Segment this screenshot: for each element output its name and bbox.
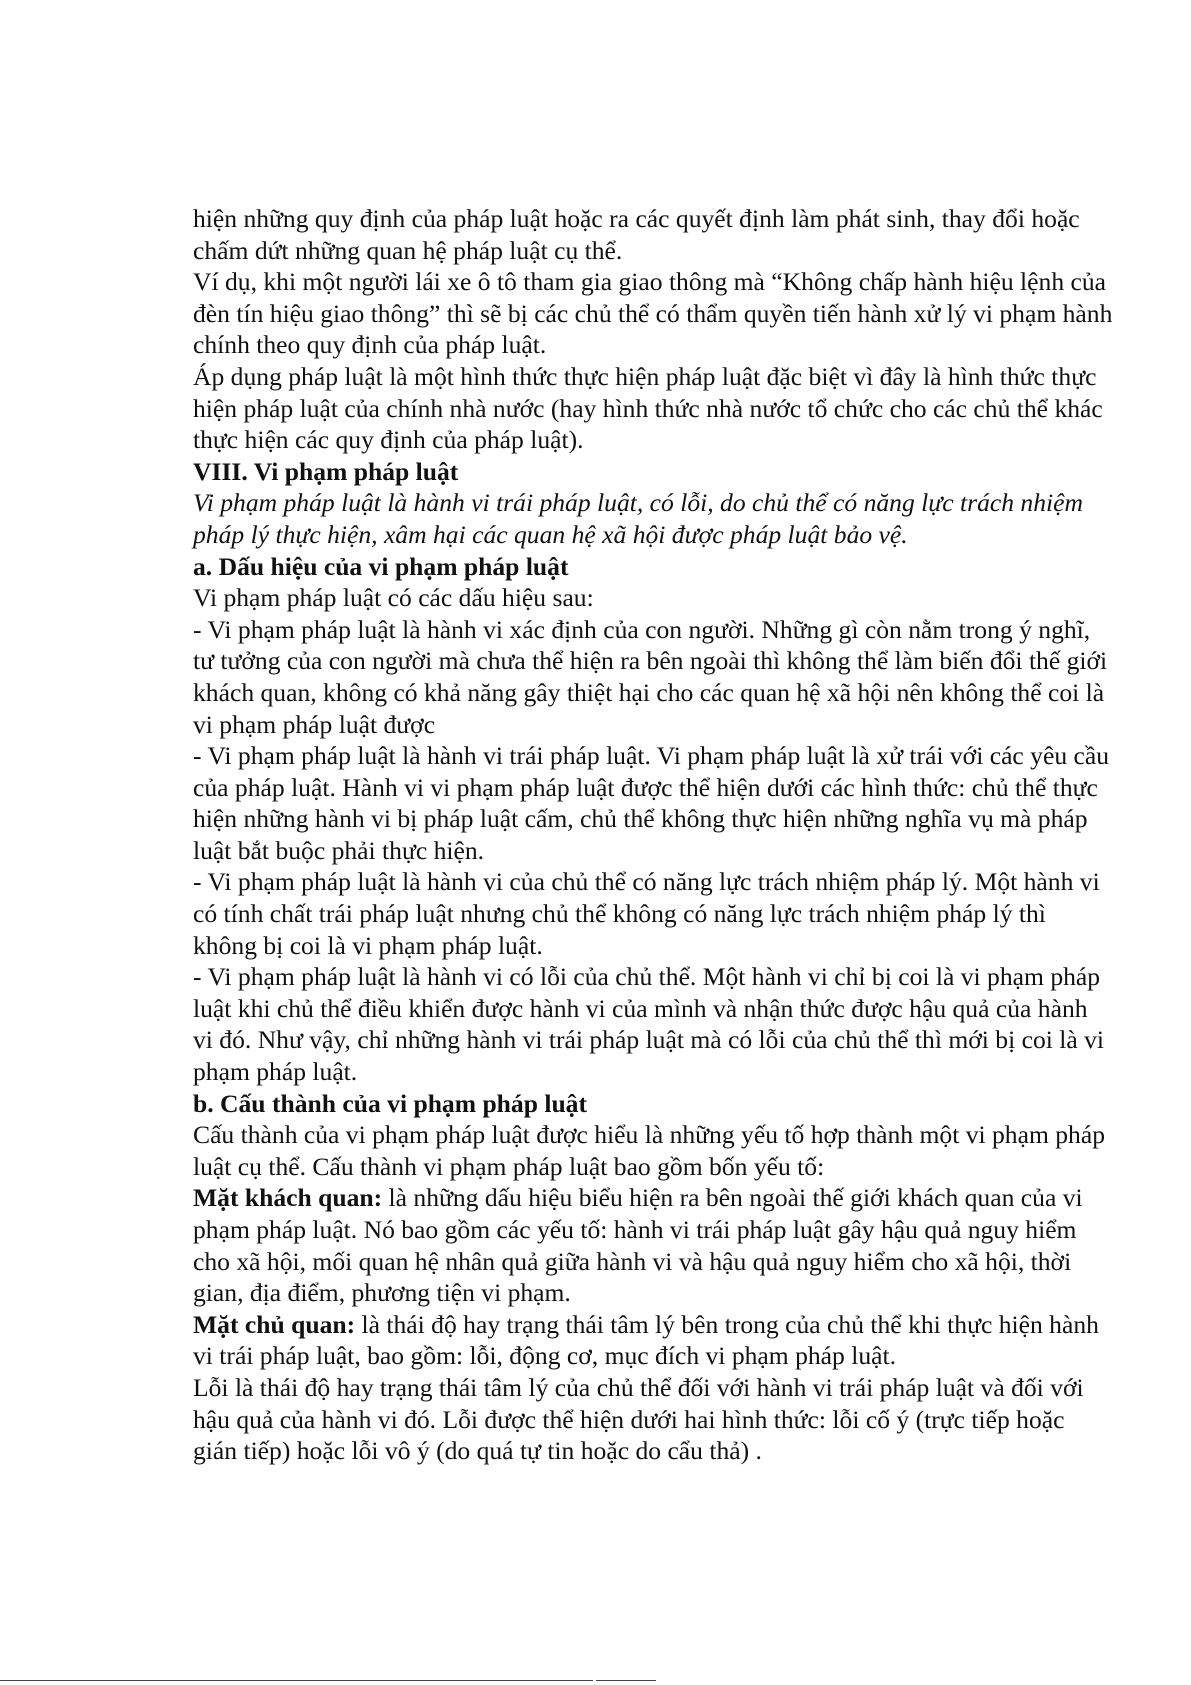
sign-item-2: - Vi phạm pháp luật là hành vi trái pháp luật. Vi phạm pháp luật là xử trái với các yêu cầu của pháp luật. Hành vi vi phạm pháp luật được thể hiện dưới các hình thức: chủ thể thực hiện những hành vi bị pháp luật cấm, chủ thể không thực hiện những nghĩa vụ mà pháp luật bắt buộc phải thực hiện. [193,741,1110,865]
application-note-paragraph: Áp dụng pháp luật là một hình thức thực hiện pháp luật đặc biệt vì đây là hình thức thực hiện pháp luật của chính nhà nước (hay hình thức nhà nước tổ chức cho các chủ thể khác thực hiện các quy định của pháp luật). [193,361,1103,455]
objective-aspect-label: Mặt khách quan: [193,1183,383,1213]
section-viii-heading: VIII. Vi phạm pháp luật [193,456,459,486]
section-a-heading: a. Dấu hiệu của vi phạm pháp luật [193,551,569,581]
subjective-aspect-label: Mặt chủ quan: [193,1309,356,1339]
section-b-heading: b. Cấu thành của vi phạm pháp luật [193,1088,588,1118]
section-b-lead: Cấu thành của vi phạm pháp luật được hiểu là những yếu tố hợp thành một vi phạm pháp luật cụ thể. Cấu thành vi phạm pháp luật bao gồm bốn yếu tố: [193,1120,1106,1181]
objective-aspect-paragraph [193,1182,1113,1308]
page-bottom-rule [0,1680,593,1681]
sign-item-4: - Vi phạm pháp luật là hành vi có lỗi của chủ thể. Một hành vi chỉ bị coi là vi phạm pháp luật khi chủ thể điều khiển được hành vi của mình và nhận thức được hậu quả của hành vi đó. Như vậy, chỉ những hành vi trái pháp luật mà có lỗi của chủ thể thì mới bị coi là vi phạm pháp luật. [193,962,1105,1087]
subjective-aspect-text: là thái độ hay trạng thái tâm lý bên trong của chủ thể khi thực hiện hành vi trái pháp luật, bao gồm: lỗi, động cơ, mục đích vi phạm pháp luật. [193,1309,1099,1371]
document-body [193,203,1113,1467]
example-paragraph: Ví dụ, khi một người lái xe ô tô tham gia giao thông mà “Không chấp hành hiệu lệnh của đèn tín hiệu giao thông” thì sẽ bị các chủ thể có thẩm quyền tiến hành xử lý vi phạm hành chính theo quy định của pháp luật. [193,267,1113,360]
objective-aspect-text: là những dấu hiệu biểu hiện ra bên ngoài thế giới khách quan của vi phạm pháp luật. Nó bao gồm các yếu tố: hành vi trái pháp luật gây hậu quả nguy hiểm cho xã hội, mối quan hệ nhân quả giữa hành vi và hậu quả nguy hiểm cho xã hội, thời gian, địa điểm, phương tiện vi phạm. [193,1183,1083,1308]
intro-continuation-paragraph: hiện những quy định của pháp luật hoặc ra các quyết định làm phát sinh, thay đổi hoặc chấm dứt những quan hệ pháp luật cụ thể. [193,204,1080,265]
sign-item-1: - Vi phạm pháp luật là hành vi xác định của con người. Những gì còn nằm trong ý nghĩ, tư tưởng của con người mà chưa thể hiện ra bên ngoài thì không thể làm biến đổi thế giới khách quan, không có khả năng gây thiệt hại cho các quan hệ xã hội nên không thể coi là vi phạm pháp luật được [193,614,1108,739]
page-bottom-rule-segment [596,1680,656,1681]
fault-paragraph: Lỗi là thái độ hay trạng thái tâm lý của chủ thể đối với hành vi trái pháp luật và đối với hậu quả của hành vi đó. Lỗi được thể hiện dưới hai hình thức: lỗi cố ý (trực tiếp hoặc gián tiếp) hoặc lỗi vô ý (do quá tự tin hoặc do cẩu thả) . [193,1372,1084,1466]
subjective-aspect-paragraph [193,1309,1113,1372]
sign-item-3: - Vi phạm pháp luật là hành vi của chủ thể có năng lực trách nhiệm pháp lý. Một hành vi có tính chất trái pháp luật nhưng chủ thể không có năng lực trách nhiệm pháp lý thì không bị coi là vi phạm pháp luật. [193,867,1100,960]
violation-definition: Vi phạm pháp luật là hành vi trái pháp luật, có lỗi, do chủ thể có năng lực trách nhiệm pháp lý thực hiện, xâm hại các quan hệ xã hội được pháp luật bảo vệ. [193,488,1083,549]
section-a-lead: Vi phạm pháp luật có các dấu hiệu sau: [193,583,594,613]
